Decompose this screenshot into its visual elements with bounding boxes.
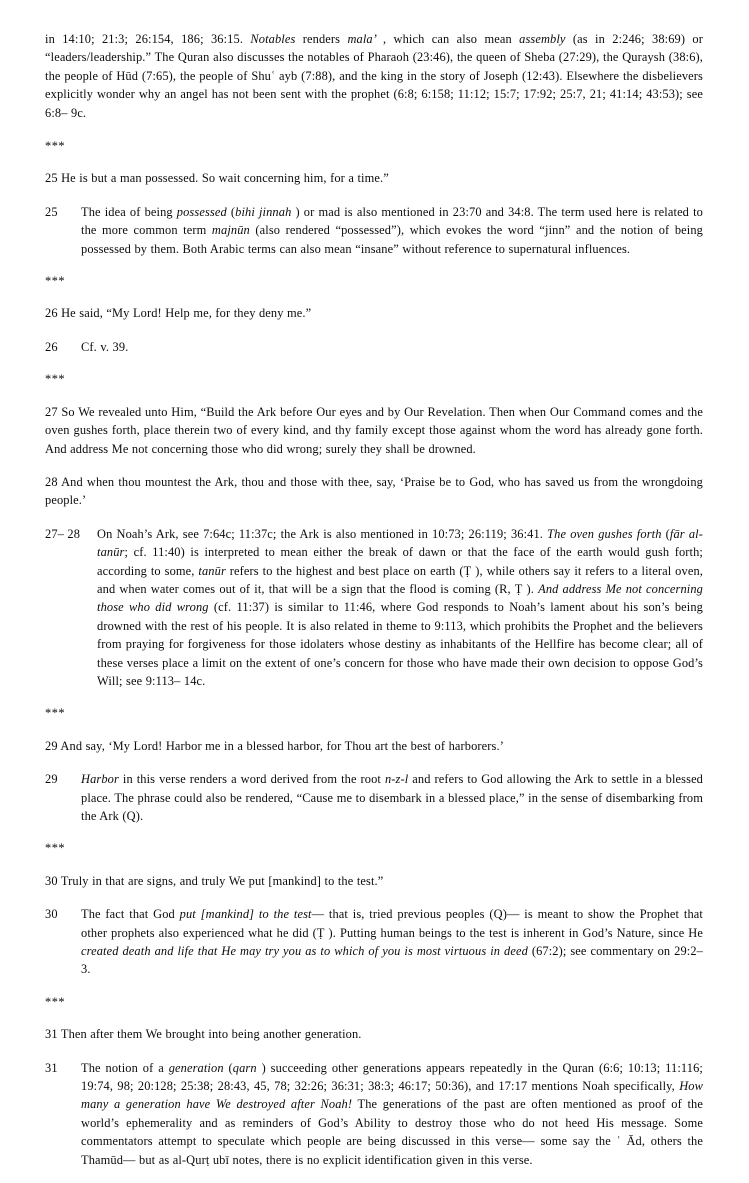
body-text: The fact that God	[81, 907, 180, 922]
emphasis-text: Notables	[250, 32, 296, 46]
page-text-column	[45, 30, 703, 1183]
body-text: The generations of the past are often mentioned as proof of the world’s ephemerality and as reminders of God’s Ability to destroy those who do not heed His message. Some commentators attempt to speculate which people are being discussed in this verse— some say the ʿ Ād, others the Thamūd— but as al-Qurṭ ubī notes, there is no explicit identification given in this verse.	[81, 1097, 703, 1167]
body-paragraph	[45, 30, 703, 122]
body-text: The idea of being	[81, 204, 177, 219]
body-text: (cf. 11:37) is similar to 11:46, where God responds to Noah’s lament about his son’s being drowned with the rest of his people. It is also related in theme to 9:113, which prohibits the Prophet and the believers from praying for forgiveness for those idolaters whose destiny as inhabitants of the Hellfire has become clear; all of these verses place a limit on the extent of one’s concern for those who have made their own decision to oppose God’s Will; see 9:113– 14c.	[97, 600, 703, 688]
emphasis-text: generation	[168, 1060, 224, 1075]
body-text: (	[226, 204, 236, 219]
emphasis-text: bihi jinnah	[235, 204, 296, 219]
emphasis-text: How many a generation have We destroyed after Noah!	[81, 1079, 703, 1112]
emphasis-text: Harbor	[81, 772, 119, 787]
body-text: 30 Truly in that are signs, and truly We put [mankind] to the test.”	[45, 873, 384, 888]
verse-paragraph	[45, 304, 703, 322]
emphasis-text: possessed	[176, 204, 227, 219]
verse-paragraph	[45, 169, 703, 187]
emphasis-text: fār al-tanūr	[97, 526, 703, 560]
body-text: Cf. v. 39.	[81, 339, 129, 354]
emphasis-text: qarn	[232, 1060, 262, 1075]
body-text: (	[223, 1060, 233, 1075]
section-separator: ***	[45, 994, 66, 1009]
commentary-paragraph	[45, 1059, 703, 1169]
body-text: renders	[295, 32, 348, 46]
body-text: (as in 2:246; 38:69) or “leaders/leadership.” The Quran also discusses the notables of Pharaoh (23:46), the queen of Sheba (27:29), the Quraysh (38:6), the people of Hūd (7:65), the people of Shuʿ ayb (7:88), and the king in the story of Joseph (12:43). Elsewhere the disbelievers explicitly wonder why an angel has not been sent with the prophet (6:8; 6:158; 11:12; 15:7; 17:92; 25:7, 21; 41:14; 43:53); see 6:8– 9c.	[45, 32, 704, 120]
body-text: 28 And when thou mountest the Ark, thou and those with thee, say, ‘Praise be to God, who has saved us from the wrongdoing people.’	[45, 474, 703, 508]
commentary-paragraph	[45, 770, 703, 825]
body-text: — that is, tried previous peoples (Q)— is meant to show the Prophet that other prophets also experienced what he did (Ṭ ). Putting human beings to the test is inherent in God’s Nature, since He	[81, 907, 703, 940]
verse-paragraph	[45, 737, 703, 755]
body-text: 27 So We revealed unto Him, “Build the Ark before Our eyes and by Our Revelation. Then when Our Command comes and the oven gushes forth, place therein two of every kind, and thy family except those against whom the word has already gone forth. And address Me not concerning those who did wrong; surely they shall be drowned.	[45, 404, 703, 456]
section-separator: ***	[45, 841, 66, 856]
emphasis-text: And address Me not concerning those who did wrong	[97, 581, 703, 615]
emphasis-text: n-z-l	[384, 772, 409, 787]
emphasis-text: The oven gushes forth	[547, 526, 662, 541]
body-text: The notion of a	[81, 1060, 169, 1075]
emphasis-text: mala’	[347, 32, 383, 46]
emphasis-text: put [mankind] to the test	[179, 907, 312, 922]
body-text: On Noah’s Ark, see 7:64c; 11:37c; the Ark is also mentioned in 10:73; 26:119; 36:41.	[97, 526, 548, 541]
body-text: (67:2); see commentary on 29:2– 3.	[81, 944, 703, 977]
body-text: 29 And say, ‘My Lord! Harbor me in a blessed harbor, for Thou art the best of harborers.’	[45, 738, 504, 753]
section-separator: ***	[45, 372, 66, 387]
body-text: 25 He is but a man possessed. So wait concerning him, for a time.”	[45, 171, 389, 186]
section-separator: ***	[45, 139, 66, 154]
body-text: (also rendered “possessed”), which evokes the word “jinn” and the notion of being possessed by them. Both Arabic terms can also mean “insane” without reference to supernatural influences.	[81, 223, 703, 256]
body-text: in 14:10; 21:3; 26:154, 186; 36:15.	[45, 32, 251, 46]
commentary-verse-number: 30	[45, 907, 58, 922]
emphasis-text: created death and life that He may try you as to which of you is most virtuous in deed	[81, 944, 528, 959]
body-text: 31 Then after them We brought into being another generation.	[45, 1027, 362, 1042]
commentary-paragraph	[45, 203, 703, 258]
body-text: ) or mad is also mentioned in 23:70 and 34:8. The term used here is related to the more common term	[81, 204, 703, 238]
body-text: , which can also mean	[382, 32, 520, 46]
body-text: ; cf. 11:40) is interpreted to mean either the break of dawn or that the face of the earth would gush forth; according to some,	[97, 545, 703, 578]
emphasis-text: majnūn	[211, 223, 250, 238]
commentary-verse-number: 27– 28	[45, 526, 81, 541]
emphasis-text: assembly	[519, 32, 566, 46]
emphasis-text: tanūr	[198, 563, 226, 578]
commentary-verse-number: 25	[45, 204, 58, 219]
verse-paragraph	[45, 473, 703, 510]
verse-paragraph	[45, 872, 703, 890]
body-text: (	[661, 526, 670, 541]
commentary-paragraph	[45, 525, 703, 691]
commentary-paragraph	[45, 338, 703, 356]
body-text: refers to the highest and best place on earth (Ṭ ), while others say it refers to a literal oven, and when water comes out of it, that will be a sign that the flood is coming (R, Ṭ ).	[97, 563, 703, 596]
body-text: and refers to God allowing the Ark to settle in a blessed place. The phrase could also be rendered, “Cause me to disembark in a blessed place,” in the sense of disembarking from the Ark (Q).	[81, 772, 704, 823]
commentary-verse-number: 29	[45, 772, 58, 787]
body-text: in this verse renders a word derived from the root	[118, 772, 385, 787]
body-text: 26 He said, “My Lord! Help me, for they deny me.”	[45, 306, 312, 321]
commentary-verse-number: 26	[45, 339, 58, 354]
verse-paragraph	[45, 403, 703, 458]
commentary-paragraph	[45, 905, 703, 979]
verse-paragraph	[45, 1025, 703, 1043]
section-separator: ***	[45, 274, 66, 289]
body-text: ) succeeding other generations appears repeatedly in the Quran (6:6; 10:13; 11:116; 19:74, 98; 20:128; 25:38; 28:43, 45, 78; 32:26; 36:31; 38:3; 46:17; 50:36), and 17:17 mentions Noah specifically,	[81, 1060, 703, 1094]
commentary-verse-number: 31	[45, 1060, 58, 1075]
section-separator: ***	[45, 706, 66, 721]
